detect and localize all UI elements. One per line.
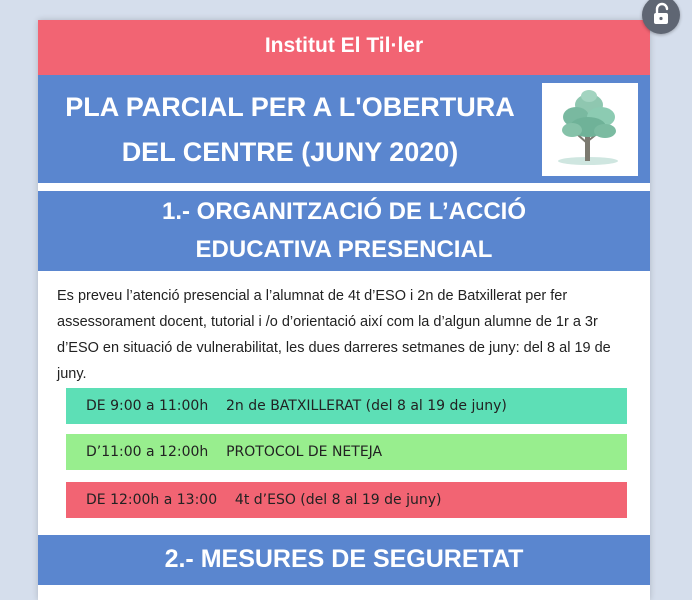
unlock-button[interactable] bbox=[642, 0, 680, 34]
schedule-row-neteja: D’11:00 a 12:00h PROTOCOL DE NETEJA bbox=[66, 434, 627, 470]
schedule-row-batxillerat: DE 9:00 a 11:00h 2n de BATXILLERAT (del 8 al 19 de juny) bbox=[66, 388, 627, 424]
section-1-heading: 1.- ORGANITZACIÓ DE L’ACCIÓ EDUCATIVA PRESENCIAL bbox=[38, 191, 650, 271]
section-2-heading: 2.- MESURES DE SEGURETAT bbox=[38, 535, 650, 585]
tree-icon bbox=[542, 83, 638, 176]
schedule-row-eso: DE 12:00h a 13:00 4t d’ESO (del 8 al 19 de juny) bbox=[66, 482, 627, 518]
intro-paragraph: Es preveu l’atenció presencial a l’alumnat de 4t d’ESO i 2n de Batxillerat per fer assessorament docent, tutorial i /o d’orientació així com la d’algun alumne de 1r a 3r d’ESO en situació de vulnerabilitat, les dues darreres setmanes de juny: del 8 al 19 de juny. bbox=[57, 288, 611, 382]
unlock-icon bbox=[642, 0, 680, 34]
page-title: PLA PARCIAL PER A L'OBERTURA DEL CENTRE (JUNY 2020) bbox=[65, 92, 515, 167]
document-page bbox=[38, 20, 650, 600]
title-block bbox=[38, 75, 650, 183]
school-name-banner: Institut El Til·ler bbox=[38, 20, 650, 75]
